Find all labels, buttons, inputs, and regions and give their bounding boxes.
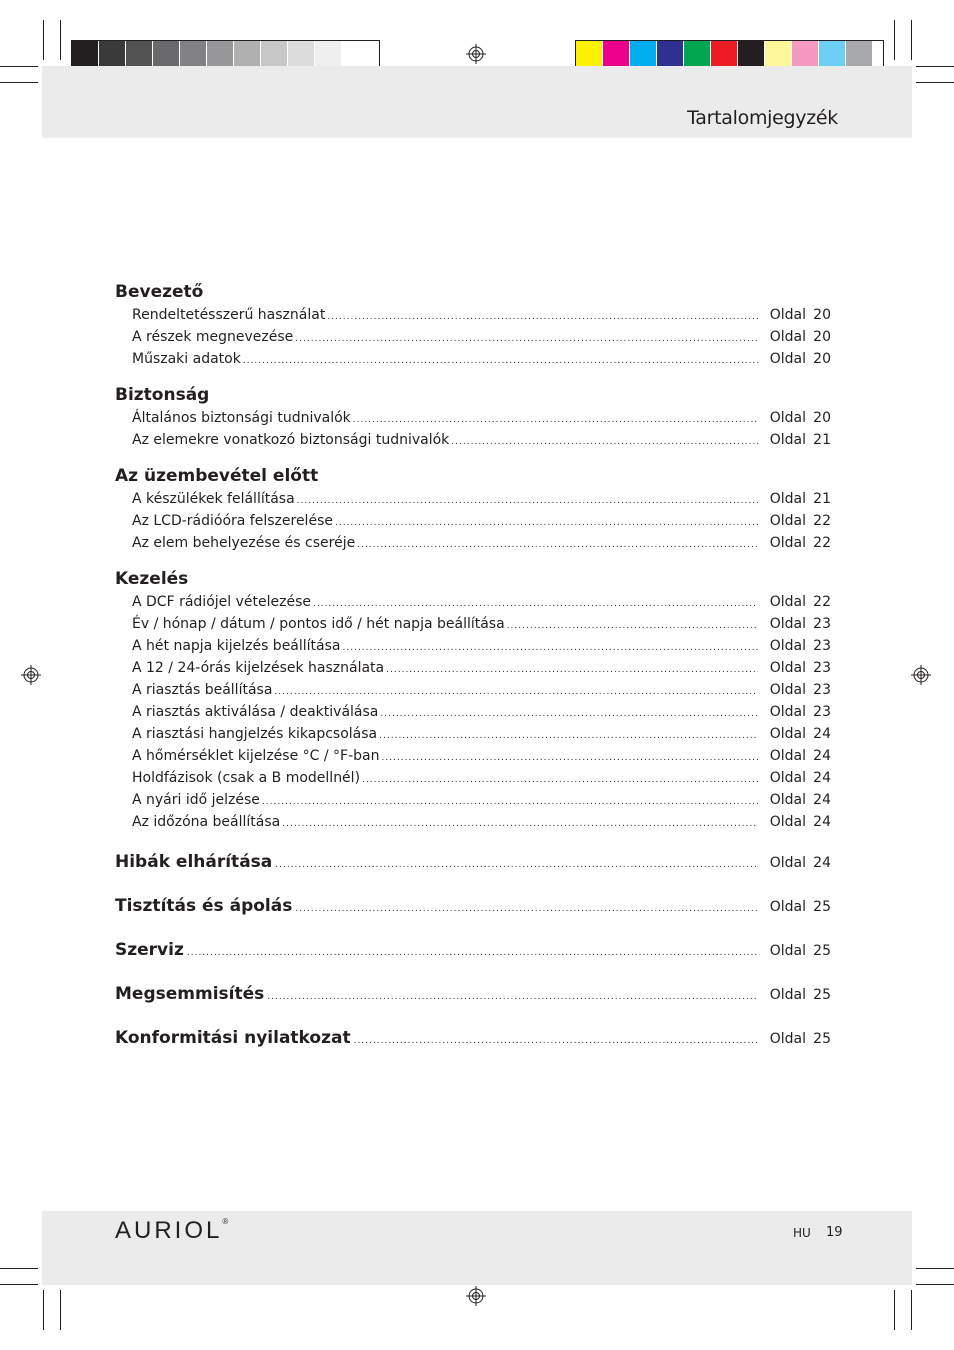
- toc-entry-label: Konformitási nyilatkozat: [115, 1028, 351, 1048]
- toc-entry-label: A részek megnevezése: [132, 329, 294, 345]
- page-word: Oldal: [769, 307, 806, 323]
- toc-entry-label: A riasztás beállítása: [132, 682, 273, 698]
- page-number-ref: 20: [813, 351, 831, 367]
- toc-section: [115, 280, 831, 370]
- toc-entry-label: Holdfázisok (csak a B modellnél): [132, 770, 361, 786]
- registration-mark-icon: [21, 665, 41, 685]
- crop-mark: [43, 1290, 44, 1330]
- registration-mark-icon: [911, 665, 931, 685]
- crop-mark: [0, 82, 38, 83]
- dot-leader: [507, 615, 758, 637]
- page-number-ref: 22: [813, 513, 831, 529]
- toc-page-ref: [761, 767, 831, 789]
- page-number-ref: 22: [813, 594, 831, 610]
- toc-entry-label: Megsemmisítés: [115, 984, 265, 1004]
- page-word: Oldal: [769, 329, 806, 345]
- toc-entry: [115, 723, 831, 745]
- dot-leader: [354, 1019, 758, 1063]
- toc-entry-label: Az elem behelyezése és cseréje: [132, 535, 356, 551]
- page-number-ref: 24: [813, 792, 831, 808]
- crop-mark: [916, 66, 954, 67]
- page-word: Oldal: [769, 410, 806, 426]
- page-number-ref: 25: [813, 987, 831, 1003]
- dot-leader: [313, 593, 758, 615]
- crop-mark: [0, 1284, 38, 1285]
- dot-leader: [274, 681, 758, 703]
- toc-section-title: Az üzembevétel előtt: [115, 466, 319, 486]
- page-number-ref: 24: [813, 748, 831, 764]
- dot-leader: [262, 791, 758, 813]
- page-number-ref: 23: [813, 638, 831, 654]
- toc-page-ref: [761, 885, 831, 929]
- crop-mark: [916, 1268, 954, 1269]
- page-number-ref: 22: [813, 535, 831, 551]
- page-number-ref: 25: [813, 1031, 831, 1047]
- dot-leader: [451, 431, 758, 453]
- page-number-ref: 24: [813, 814, 831, 830]
- toc-page-ref: [761, 811, 831, 833]
- toc-entry: [115, 304, 831, 326]
- table-of-contents: [115, 280, 831, 1060]
- toc-entry-label: A hét napja kijelzés beállítása: [132, 638, 341, 654]
- page-word: Oldal: [769, 1031, 806, 1047]
- toc-entry: [115, 811, 831, 833]
- crop-mark: [894, 20, 895, 60]
- page-title: Tartalomjegyzék: [687, 107, 838, 129]
- toc-entry: [115, 657, 831, 679]
- page-word: Oldal: [769, 770, 806, 786]
- toc-page-ref: [761, 635, 831, 657]
- dot-leader: [335, 512, 758, 534]
- toc-entry: [115, 679, 831, 701]
- toc-page-ref: [761, 304, 831, 326]
- page-number-ref: 20: [813, 329, 831, 345]
- registered-mark: ®: [222, 1217, 229, 1226]
- dot-leader: [343, 637, 759, 659]
- page-number-ref: 21: [813, 491, 831, 507]
- page-number-ref: 24: [813, 726, 831, 742]
- registration-mark-icon: [466, 44, 486, 64]
- toc-major-entry: [115, 928, 831, 972]
- toc-page-ref: [761, 701, 831, 723]
- crop-mark: [911, 1290, 912, 1330]
- toc-entry-label: Az elemekre vonatkozó biztonsági tudnivalók: [132, 432, 450, 448]
- toc-entry-label: Az időzóna beállítása: [132, 814, 281, 830]
- page-word: Oldal: [769, 987, 806, 1003]
- dot-leader: [243, 350, 758, 372]
- toc-section: [115, 567, 831, 833]
- toc-section: [115, 383, 831, 451]
- toc-major-entry: [115, 1016, 831, 1060]
- dot-leader: [295, 328, 758, 350]
- toc-page-ref: [761, 488, 831, 510]
- page-number-ref: 24: [813, 770, 831, 786]
- page-number-ref: 23: [813, 704, 831, 720]
- toc-entry-label: A 12 / 24-órás kijelzések használata: [132, 660, 385, 676]
- toc-entry-label: A riasztási hangjelzés kikapcsolása: [132, 726, 378, 742]
- page-word: Oldal: [769, 513, 806, 529]
- toc-entry-label: Általános biztonsági tudnivalók: [132, 410, 351, 426]
- toc-page-ref: [761, 326, 831, 348]
- toc-page-ref: [761, 1017, 831, 1061]
- page-word: Oldal: [769, 943, 806, 959]
- toc-entry-label: A készülékek felállítása: [132, 491, 295, 507]
- toc-entry: [115, 613, 831, 635]
- page-word: Oldal: [769, 726, 806, 742]
- toc-section-title: Bevezető: [115, 282, 204, 302]
- toc-section-title: Kezelés: [115, 569, 189, 589]
- toc-page-ref: [761, 613, 831, 635]
- toc-entry-label: Műszaki adatok: [132, 351, 241, 367]
- toc-entry-label: Hibák elhárítása: [115, 852, 273, 872]
- dot-leader: [282, 813, 758, 835]
- page-number-ref: 20: [813, 307, 831, 323]
- toc-entry: [115, 745, 831, 767]
- toc-entry-label: Rendeltetésszerű használat: [132, 307, 326, 323]
- toc-entry-label: Az LCD-rádióóra felszerelése: [132, 513, 333, 529]
- toc-page-ref: [761, 591, 831, 613]
- page-word: Oldal: [769, 594, 806, 610]
- page-number-ref: 21: [813, 432, 831, 448]
- page-number-ref: 20: [813, 410, 831, 426]
- page-word: Oldal: [769, 682, 806, 698]
- toc-entry-label: A nyári idő jelzése: [132, 792, 260, 808]
- dot-leader: [380, 703, 758, 725]
- dot-leader: [386, 659, 758, 681]
- crop-mark: [0, 1268, 38, 1269]
- page-number-ref: 23: [813, 682, 831, 698]
- page-word: Oldal: [769, 616, 806, 632]
- toc-entry: [115, 429, 831, 451]
- toc-entry: [115, 789, 831, 811]
- toc-page-ref: [761, 532, 831, 554]
- crop-mark: [916, 1284, 954, 1285]
- dot-leader: [327, 306, 758, 328]
- crop-mark: [60, 1290, 61, 1330]
- crop-mark: [911, 20, 912, 60]
- page-word: Oldal: [769, 748, 806, 764]
- crop-mark: [916, 82, 954, 83]
- toc-page-ref: [761, 348, 831, 370]
- toc-entry: [115, 701, 831, 723]
- page-word: Oldal: [769, 704, 806, 720]
- page-number-ref: 24: [813, 855, 831, 871]
- page-word: Oldal: [769, 432, 806, 448]
- language-code: HU: [793, 1226, 811, 1240]
- dot-leader: [297, 490, 758, 512]
- toc-page-ref: [761, 929, 831, 973]
- toc-entry-label: Szerviz: [115, 940, 184, 960]
- toc-major-list: [115, 840, 831, 1060]
- dot-leader: [275, 843, 758, 887]
- toc-entry: [115, 532, 831, 554]
- toc-page-ref: [761, 407, 831, 429]
- toc-entry: [115, 326, 831, 348]
- toc-major-entry: [115, 840, 831, 884]
- toc-entry: [115, 488, 831, 510]
- toc-entry: [115, 635, 831, 657]
- toc-section-title: Biztonság: [115, 385, 210, 405]
- page-word: Oldal: [769, 814, 806, 830]
- toc-entry: [115, 510, 831, 532]
- dot-leader: [362, 769, 758, 791]
- crop-mark: [0, 66, 38, 67]
- page-number-ref: 25: [813, 899, 831, 915]
- crop-mark: [43, 20, 44, 60]
- page-number-ref: 23: [813, 660, 831, 676]
- toc-entry: [115, 591, 831, 613]
- page-number-ref: 25: [813, 943, 831, 959]
- toc-major-entry: [115, 884, 831, 928]
- dot-leader: [379, 725, 758, 747]
- dot-leader: [267, 975, 758, 1019]
- page-number: 19: [826, 1225, 843, 1240]
- dot-leader: [187, 931, 758, 975]
- dot-leader: [295, 887, 758, 931]
- page-word: Oldal: [769, 792, 806, 808]
- toc-page-ref: [761, 973, 831, 1017]
- toc-entry-label: Év / hónap / dátum / pontos idő / hét napja beállítása: [132, 616, 505, 632]
- page-word: Oldal: [769, 351, 806, 367]
- toc-entry: [115, 767, 831, 789]
- toc-entry-label: A hőmérséklet kijelzése °C / °F-ban: [132, 748, 380, 764]
- page-number-ref: 23: [813, 616, 831, 632]
- crop-mark: [60, 20, 61, 60]
- toc-page-ref: [761, 429, 831, 451]
- page-word: Oldal: [769, 638, 806, 654]
- toc-entry-label: A DCF rádiójel vételezése: [132, 594, 311, 610]
- toc-major-entry: [115, 972, 831, 1016]
- page-word: Oldal: [769, 660, 806, 676]
- page-word: Oldal: [769, 535, 806, 551]
- toc-entry-label: Tisztítás és ápolás: [115, 896, 293, 916]
- toc-entry: [115, 407, 831, 429]
- dot-leader: [357, 534, 758, 556]
- page-word: Oldal: [769, 855, 806, 871]
- page-word: Oldal: [769, 491, 806, 507]
- toc-page-ref: [761, 723, 831, 745]
- toc-page-ref: [761, 789, 831, 811]
- toc-entry-label: A riasztás aktiválása / deaktiválása: [132, 704, 379, 720]
- toc-page-ref: [761, 745, 831, 767]
- toc-section: [115, 464, 831, 554]
- brand-logo: [115, 1217, 228, 1245]
- toc-page-ref: [761, 841, 831, 885]
- toc-entry: [115, 348, 831, 370]
- toc-page-ref: [761, 679, 831, 701]
- dot-leader: [353, 409, 758, 431]
- crop-mark: [894, 1290, 895, 1330]
- brand-logo-text: AURIOL: [115, 1217, 223, 1244]
- page-word: Oldal: [769, 899, 806, 915]
- registration-mark-icon: [466, 1286, 486, 1306]
- toc-page-ref: [761, 510, 831, 532]
- toc-page-ref: [761, 657, 831, 679]
- dot-leader: [381, 747, 758, 769]
